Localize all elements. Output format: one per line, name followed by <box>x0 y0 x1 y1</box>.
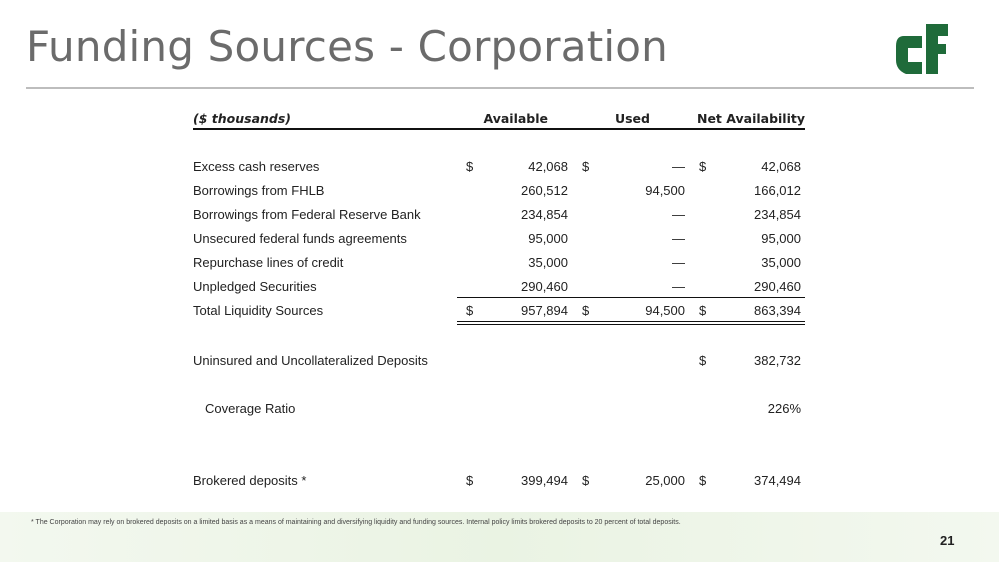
net-value: 863,394 <box>754 303 801 318</box>
currency-symbol: $ <box>699 353 707 368</box>
currency-symbol: $ <box>699 159 707 174</box>
row-label: Coverage Ratio <box>205 401 296 416</box>
title-divider <box>26 87 974 89</box>
table-header <box>193 110 805 128</box>
row-label: Unpledged Securities <box>193 279 317 294</box>
coverage-value: 226% <box>767 401 801 416</box>
footnote: * The Corporation may rely on brokered deposits on a limited basis as a means of maintaining and diversifying liquidity and funding sources. Internal policy limits brokered deposits to 20 percent of total deposits. <box>31 519 681 526</box>
currency-symbol: $ <box>582 303 590 318</box>
used-value: — <box>672 231 685 246</box>
net-value: 234,854 <box>754 207 801 222</box>
uninsured-row <box>193 352 805 370</box>
header-available: Available <box>483 111 548 126</box>
used-value: — <box>672 159 685 174</box>
header-rule <box>193 128 805 130</box>
coverage-row <box>193 400 805 418</box>
table-row <box>193 182 805 200</box>
cf-logo-icon <box>892 20 950 78</box>
currency-symbol: $ <box>582 473 590 488</box>
net-value: 42,068 <box>761 159 801 174</box>
row-label: Unsecured federal funds agreements <box>193 231 407 246</box>
row-label: Brokered deposits * <box>193 473 307 488</box>
row-label: Borrowings from FHLB <box>193 183 325 198</box>
net-value: 382,732 <box>754 353 801 368</box>
total-row <box>193 302 805 320</box>
available-value: 399,494 <box>521 473 568 488</box>
total-rule-1 <box>457 321 805 322</box>
currency-symbol: $ <box>699 303 707 318</box>
available-value: 234,854 <box>521 207 568 222</box>
page-number: 21 <box>940 533 955 548</box>
currency-symbol: $ <box>466 159 474 174</box>
header-used: Used <box>614 111 650 126</box>
used-value: — <box>672 207 685 222</box>
brokered-row <box>193 472 805 490</box>
currency-symbol: $ <box>466 473 474 488</box>
row-label: Uninsured and Uncollateralized Deposits <box>193 353 428 368</box>
used-value: 25,000 <box>645 473 685 488</box>
header-net: Net Availability <box>696 111 805 126</box>
available-value: 42,068 <box>528 159 568 174</box>
net-value: 95,000 <box>761 231 801 246</box>
net-value: 35,000 <box>761 255 801 270</box>
subtotal-rule <box>457 297 805 298</box>
used-value: — <box>672 279 685 294</box>
table-row <box>193 158 805 176</box>
available-value: 35,000 <box>528 255 568 270</box>
page-title: Funding Sources - Corporation <box>26 22 668 71</box>
table-row <box>193 278 805 296</box>
row-label: Repurchase lines of credit <box>193 255 344 270</box>
net-value: 374,494 <box>754 473 801 488</box>
used-value: 94,500 <box>645 303 685 318</box>
currency-symbol: $ <box>699 473 707 488</box>
row-label: Total Liquidity Sources <box>193 303 324 318</box>
available-value: 957,894 <box>521 303 568 318</box>
net-value: 166,012 <box>754 183 801 198</box>
table-row <box>193 230 805 248</box>
currency-symbol: $ <box>582 159 590 174</box>
currency-symbol: $ <box>466 303 474 318</box>
available-value: 95,000 <box>528 231 568 246</box>
row-label: Borrowings from Federal Reserve Bank <box>193 207 421 222</box>
used-value: — <box>672 255 685 270</box>
logo-ampersand: & <box>911 48 924 64</box>
net-value: 290,460 <box>754 279 801 294</box>
used-value: 94,500 <box>645 183 685 198</box>
row-label: Excess cash reserves <box>193 159 320 174</box>
header-units: ($ thousands) <box>193 111 291 126</box>
table-row <box>193 254 805 272</box>
table-row <box>193 206 805 224</box>
available-value: 290,460 <box>521 279 568 294</box>
total-rule-2 <box>457 324 805 325</box>
available-value: 260,512 <box>521 183 568 198</box>
